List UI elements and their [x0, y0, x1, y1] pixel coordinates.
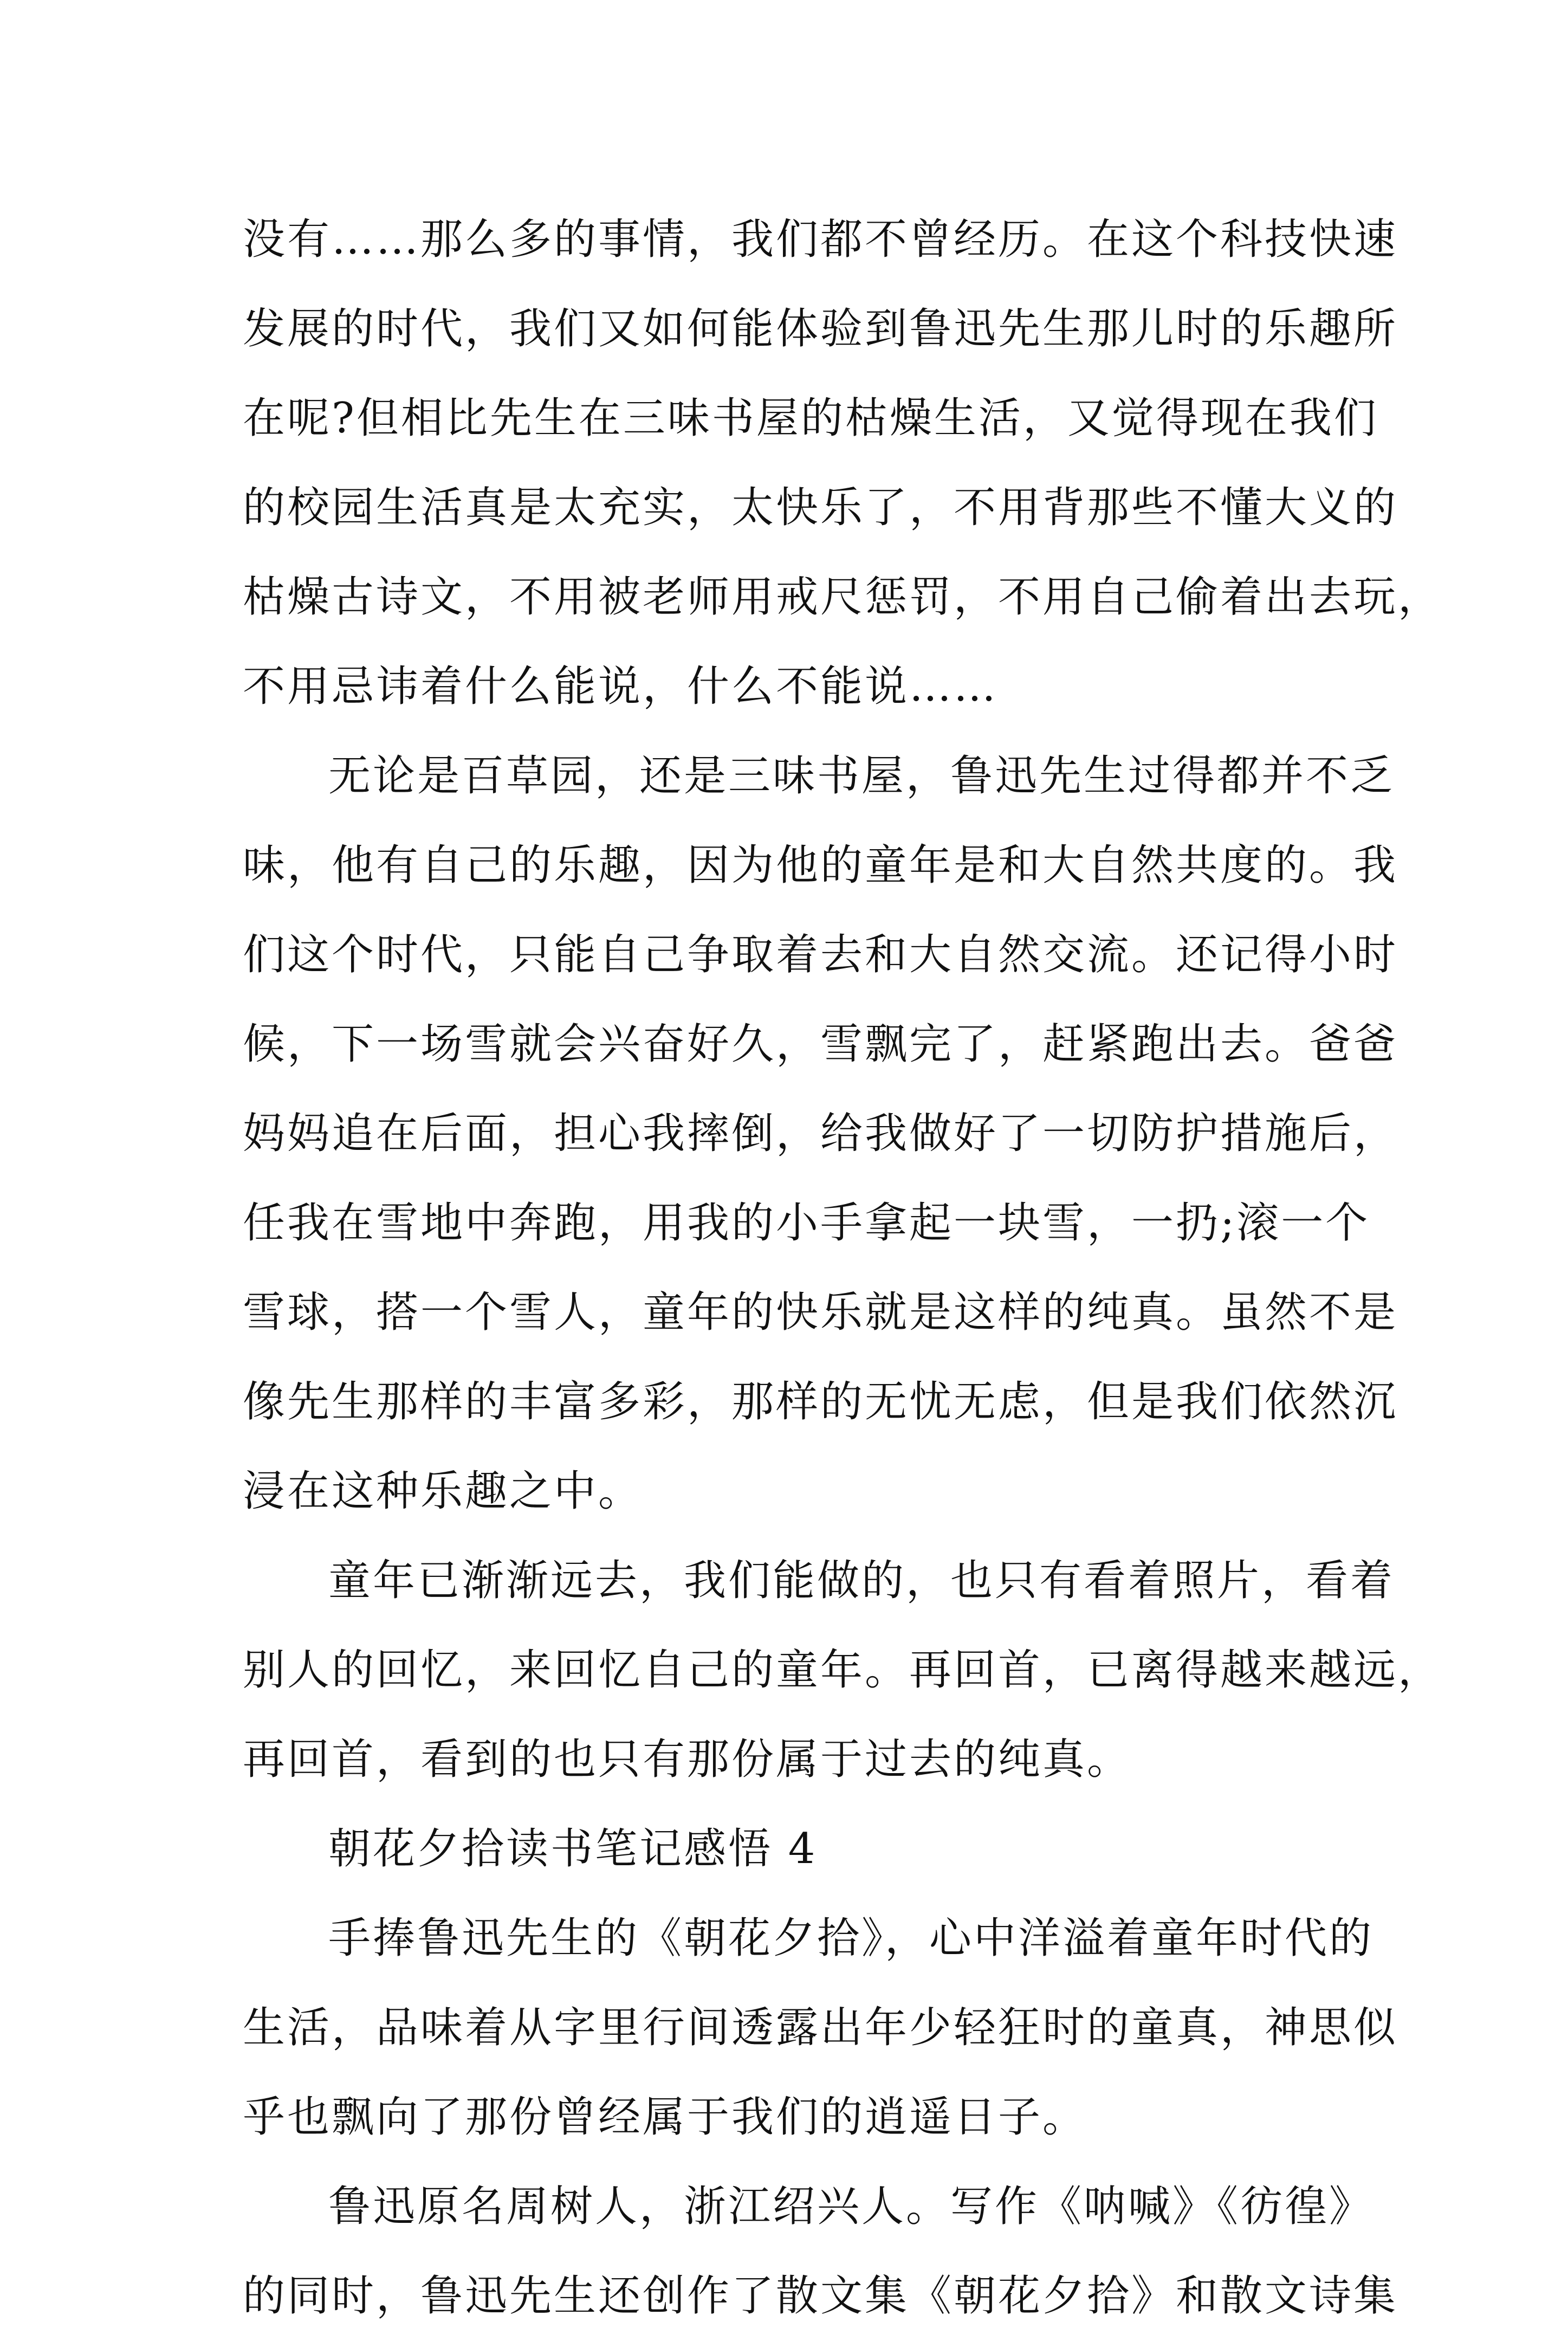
text-line: 别人的回忆，来回忆自己的童年。再回首，已离得越来越远，: [243, 1646, 1443, 1695]
text-line: 妈妈追在后面，担心我摔倒，给我做好了一切防护措施后，: [243, 1109, 1398, 1158]
text-line: 发展的时代，我们又如何能体验到鲁迅先生那儿时的乐趣所: [243, 305, 1398, 353]
text-line: 鲁迅原名周树人，浙江绍兴人。写作《呐喊》《彷徨》: [328, 2182, 1374, 2231]
section-heading: 朝花夕拾读书笔记感悟 4: [328, 1825, 818, 1873]
text-line: 味，他有自己的乐趣，因为他的童年是和大自然共度的。我: [243, 841, 1398, 890]
text-line: 在呢?但相比先生在三味书屋的枯燥生活，又觉得现在我们: [243, 394, 1378, 443]
text-line: 无论是百草园，还是三味书屋，鲁迅先生过得都并不乏: [328, 752, 1395, 800]
text-line: 候，下一场雪就会兴奋好久，雪飘完了，赶紧跑出去。爸爸: [243, 1020, 1398, 1069]
text-line: 再回首，看到的也只有那份属于过去的纯真。: [243, 1735, 1132, 1784]
text-line: 没有……那么多的事情，我们都不曾经历。在这个科技快速: [243, 215, 1398, 264]
text-line: 的校园生活真是太充实，太快乐了，不用背那些不懂大义的: [243, 483, 1398, 532]
text-line: 童年已渐渐远去，我们能做的，也只有看着照片，看着: [328, 1556, 1395, 1605]
text-line: 生活，品味着从字里行间透露出年少轻狂时的童真，神思似: [243, 2003, 1398, 2052]
text-line: 枯燥古诗文，不用被老师用戒尺惩罚，不用自己偷着出去玩，: [243, 573, 1443, 622]
text-line: 雪球，搭一个雪人，童年的快乐就是这样的纯真。虽然不是: [243, 1288, 1398, 1337]
text-line: 任我在雪地中奔跑，用我的小手拿起一块雪，一扔;滚一个: [243, 1199, 1370, 1247]
text-line: 的同时，鲁迅先生还创作了散文集《朝花夕拾》和散文诗集: [243, 2272, 1398, 2320]
text-line: 不用忌讳着什么能说，什么不能说……: [243, 662, 999, 711]
text-line: 浸在这种乐趣之中。: [243, 1467, 643, 1516]
text-line: 手捧鲁迅先生的《朝花夕拾》，心中洋溢着童年时代的: [328, 1914, 1374, 1963]
text-line: 们这个时代，只能自己争取着去和大自然交流。还记得小时: [243, 930, 1398, 979]
body-text: [243, 195, 1443, 2341]
text-line: 像先生那样的丰富多彩，那样的无忧无虑，但是我们依然沉: [243, 1378, 1398, 1426]
text-line: 乎也飘向了那份曾经属于我们的逍遥日子。: [243, 2093, 1087, 2142]
